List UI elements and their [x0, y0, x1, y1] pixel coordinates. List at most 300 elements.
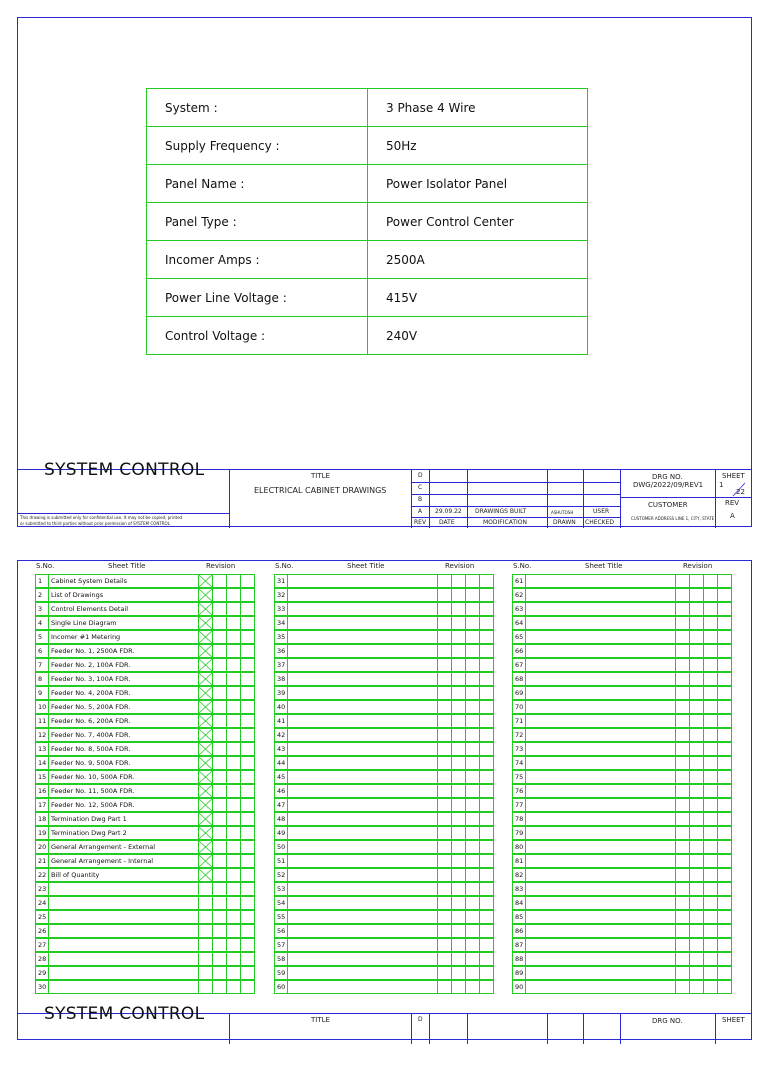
revision-cell	[240, 868, 255, 882]
revision-cell	[465, 616, 480, 630]
revision-cell	[717, 980, 732, 994]
rev-a-user: USER	[593, 508, 610, 515]
company-logo-text: SYSTEM CONTROL	[44, 460, 205, 480]
revision-cell	[675, 616, 690, 630]
sheet-title	[525, 630, 676, 644]
revision-cell	[240, 728, 255, 742]
row-number: 36	[274, 644, 288, 658]
revision-cell	[675, 840, 690, 854]
revision-cell	[703, 952, 718, 966]
row-number: 15	[35, 770, 49, 784]
revision-cell	[703, 728, 718, 742]
row-number: 17	[35, 798, 49, 812]
revision-cell	[198, 658, 213, 672]
revision-cell	[465, 840, 480, 854]
revision-cell	[451, 770, 466, 784]
sheet-title: List of Drawings	[48, 588, 199, 602]
revision-cell	[198, 798, 213, 812]
revision-cell	[451, 588, 466, 602]
revision-cell	[437, 616, 452, 630]
revision-cell	[226, 910, 241, 924]
revision-cell	[198, 896, 213, 910]
revision-cell	[465, 770, 480, 784]
spec-value: 2500A	[368, 241, 588, 279]
spec-row	[147, 165, 588, 203]
sheet-title: Feeder No. 5, 200A FDR.	[48, 700, 199, 714]
revision-cell	[675, 868, 690, 882]
row-number: 71	[512, 714, 526, 728]
revision-cell	[240, 798, 255, 812]
sheet-title	[525, 728, 676, 742]
revision-cell	[212, 588, 227, 602]
revision-cell	[212, 756, 227, 770]
row-number: 77	[512, 798, 526, 812]
revision-cell	[226, 700, 241, 714]
revision-cell	[703, 826, 718, 840]
revision-cell	[240, 756, 255, 770]
spec-row	[147, 127, 588, 165]
sheet-title: Feeder No. 7, 400A FDR.	[48, 728, 199, 742]
list-header-title: Sheet Title	[585, 562, 623, 570]
revision-cell	[451, 574, 466, 588]
rev-letter-a: A	[418, 508, 423, 515]
revision-cell	[451, 840, 466, 854]
revision-cell	[240, 630, 255, 644]
revision-cell	[226, 770, 241, 784]
revision-cross-icon	[199, 631, 212, 643]
revision-cell	[198, 756, 213, 770]
row-number: 59	[274, 966, 288, 980]
sheet-title	[525, 658, 676, 672]
row-number: 89	[512, 966, 526, 980]
spec-row	[147, 89, 588, 127]
spec-value: 240V	[368, 317, 588, 355]
row-number: 58	[274, 952, 288, 966]
row-number: 39	[274, 686, 288, 700]
revision-cell	[717, 854, 732, 868]
revision-cell	[437, 770, 452, 784]
revision-cross-icon	[199, 799, 212, 811]
row-number: 20	[35, 840, 49, 854]
sheet-title	[525, 714, 676, 728]
revision-cell	[479, 700, 494, 714]
revision-cell	[437, 742, 452, 756]
revision-cell	[240, 980, 255, 994]
row-number: 46	[274, 784, 288, 798]
sheet-title	[525, 924, 676, 938]
revision-cell	[703, 714, 718, 728]
revision-cross-icon	[199, 729, 212, 741]
sheet-title	[287, 770, 438, 784]
revision-cell	[240, 574, 255, 588]
revision-cell	[479, 728, 494, 742]
revision-cell	[198, 630, 213, 644]
revision-cell	[465, 644, 480, 658]
revision-cell	[451, 910, 466, 924]
list-header-sno: S.No.	[36, 562, 55, 570]
sheet-title	[287, 756, 438, 770]
revision-cell	[675, 756, 690, 770]
revision-cross-icon	[199, 785, 212, 797]
revision-cell	[717, 868, 732, 882]
revision-cross-icon	[199, 645, 212, 657]
col-date: DATE	[439, 519, 455, 526]
sheet-title	[287, 686, 438, 700]
revision-cell	[437, 938, 452, 952]
revision-cell	[675, 602, 690, 616]
revision-cell	[437, 980, 452, 994]
row-number: 35	[274, 630, 288, 644]
row-number: 65	[512, 630, 526, 644]
sheet-title: Cabinet System Details	[48, 574, 199, 588]
sheet-title	[48, 896, 199, 910]
revision-cell	[465, 952, 480, 966]
revision-cell	[437, 686, 452, 700]
sheet-title	[287, 868, 438, 882]
revision-cell	[703, 672, 718, 686]
revision-cell	[479, 826, 494, 840]
revision-cell	[717, 952, 732, 966]
spec-row	[147, 203, 588, 241]
revision-cell	[479, 770, 494, 784]
revision-cell	[451, 672, 466, 686]
sheet-number: 1	[719, 481, 724, 489]
rev-a-modification: DRAWINGS BUILT	[475, 508, 527, 515]
row-number: 69	[512, 686, 526, 700]
spec-value: Power Control Center	[368, 203, 588, 241]
list-header-title: Sheet Title	[347, 562, 385, 570]
revision-cell	[451, 952, 466, 966]
revision-cell	[703, 980, 718, 994]
revision-cell	[479, 588, 494, 602]
row-number: 43	[274, 742, 288, 756]
list-header-sno: S.No.	[275, 562, 294, 570]
revision-cell	[689, 770, 704, 784]
revision-cell	[451, 896, 466, 910]
revision-cell	[465, 910, 480, 924]
revision-cell	[437, 868, 452, 882]
revision-cell	[226, 602, 241, 616]
row-number: 61	[512, 574, 526, 588]
sheet-title	[287, 938, 438, 952]
revision-cell	[479, 784, 494, 798]
revision-cell	[717, 700, 732, 714]
revision-cell	[437, 924, 452, 938]
sheet-title	[287, 980, 438, 994]
spec-value: Power Isolator Panel	[368, 165, 588, 203]
revision-cell	[437, 784, 452, 798]
revision-cell	[717, 756, 732, 770]
row-number: 29	[35, 966, 49, 980]
revision-cell	[689, 714, 704, 728]
revision-cell	[703, 868, 718, 882]
sheet-title	[525, 980, 676, 994]
revision-cell	[240, 854, 255, 868]
row-number: 49	[274, 826, 288, 840]
sheet-title: Control Elements Detail	[48, 602, 199, 616]
revision-cell	[226, 924, 241, 938]
revision-cell	[689, 602, 704, 616]
spec-row	[147, 317, 588, 355]
revision-cross-icon	[199, 715, 212, 727]
revision-cell	[479, 952, 494, 966]
sheet-title: Feeder No. 10, 500A FDR.	[48, 770, 199, 784]
rev-letter-d: D	[418, 472, 423, 479]
row-number: 38	[274, 672, 288, 686]
revision-cell	[437, 882, 452, 896]
revision-cross-icon	[199, 757, 212, 769]
revision-cell	[465, 700, 480, 714]
sheet-title	[525, 644, 676, 658]
revision-cell	[212, 616, 227, 630]
revision-cell	[437, 588, 452, 602]
revision-cell	[240, 686, 255, 700]
sheet-title	[525, 798, 676, 812]
revision-cross-icon	[199, 743, 212, 755]
revision-cell	[465, 686, 480, 700]
revision-cell	[465, 798, 480, 812]
drg-no-label: DRG NO.	[652, 473, 683, 481]
revision-cell	[240, 826, 255, 840]
sheet-title: Feeder No. 2, 100A FDR.	[48, 658, 199, 672]
revision-cell	[479, 798, 494, 812]
revision-cell	[465, 938, 480, 952]
sheet-title	[525, 826, 676, 840]
revision-cell	[465, 588, 480, 602]
revision-cell	[479, 966, 494, 980]
revision-cell	[717, 742, 732, 756]
revision-cell	[479, 686, 494, 700]
sheet-title	[525, 840, 676, 854]
sheet-title	[48, 924, 199, 938]
revision-cell	[437, 714, 452, 728]
revision-cell	[226, 966, 241, 980]
spec-key: Power Line Voltage :	[147, 279, 368, 317]
revision-cell	[479, 910, 494, 924]
row-number: 56	[274, 924, 288, 938]
list-header-revision: Revision	[206, 562, 236, 570]
revision-cell	[465, 742, 480, 756]
row-number: 10	[35, 700, 49, 714]
revision-cell	[212, 798, 227, 812]
revision-cell	[226, 728, 241, 742]
spec-key: System :	[147, 89, 368, 127]
row-number: 41	[274, 714, 288, 728]
row-number: 84	[512, 896, 526, 910]
revision-cell	[675, 952, 690, 966]
revision-cell	[226, 784, 241, 798]
revision-cell	[479, 630, 494, 644]
sheet-title	[48, 910, 199, 924]
revision-cell	[479, 840, 494, 854]
sheet-title: Termination Dwg Part 1	[48, 812, 199, 826]
revision-cell	[479, 938, 494, 952]
sheet-title: Single Line Diagram	[48, 616, 199, 630]
revision-cell	[465, 728, 480, 742]
row-number: 13	[35, 742, 49, 756]
revision-cell	[479, 574, 494, 588]
revision-cell	[717, 588, 732, 602]
revision-cell	[675, 770, 690, 784]
revision-cell	[689, 658, 704, 672]
sheet-title: General Arrangement - External	[48, 840, 199, 854]
revision-cross-icon	[199, 603, 212, 615]
row-number: 5	[35, 630, 49, 644]
sheet-title: Feeder No. 12, 500A FDR.	[48, 798, 199, 812]
revision-cell	[675, 826, 690, 840]
row-number: 12	[35, 728, 49, 742]
revision-cell	[226, 686, 241, 700]
revision-cell	[479, 714, 494, 728]
rev-letter-c: C	[418, 484, 423, 491]
row-number: 34	[274, 616, 288, 630]
revision-cell	[226, 938, 241, 952]
revision-cell	[212, 882, 227, 896]
sheet-title	[525, 588, 676, 602]
revision-cell	[703, 910, 718, 924]
row-number: 18	[35, 812, 49, 826]
revision-cell	[212, 742, 227, 756]
revision-cell	[212, 770, 227, 784]
sheet-title	[287, 798, 438, 812]
revision-cell	[198, 728, 213, 742]
sheet-title	[287, 784, 438, 798]
revision-cell	[226, 714, 241, 728]
row-number: 57	[274, 938, 288, 952]
revision-cell	[717, 924, 732, 938]
revision-cell	[226, 840, 241, 854]
revision-cell	[437, 854, 452, 868]
revision-cell	[437, 574, 452, 588]
revision-cell	[675, 938, 690, 952]
sheet-title	[287, 728, 438, 742]
revision-cell	[198, 952, 213, 966]
row-number: 67	[512, 658, 526, 672]
revision-cell	[689, 798, 704, 812]
row-number: 42	[274, 728, 288, 742]
revision-cross-icon	[199, 771, 212, 783]
revision-cell	[479, 854, 494, 868]
row-number: 79	[512, 826, 526, 840]
revision-cell	[212, 854, 227, 868]
rev-label: REV	[725, 499, 740, 507]
revision-cell	[479, 602, 494, 616]
col-checked: CHECKED	[585, 519, 615, 526]
row-number: 14	[35, 756, 49, 770]
revision-cell	[212, 910, 227, 924]
revision-cell	[240, 882, 255, 896]
revision-cell	[703, 742, 718, 756]
revision-cell	[240, 714, 255, 728]
sheet-title	[287, 826, 438, 840]
revision-cross-icon	[199, 673, 212, 685]
revision-cell	[198, 742, 213, 756]
revision-cell	[465, 630, 480, 644]
revision-cell	[689, 910, 704, 924]
sheet-title	[525, 938, 676, 952]
sheet-title	[287, 812, 438, 826]
row-number: 45	[274, 770, 288, 784]
revision-cell	[226, 588, 241, 602]
row-number: 32	[274, 588, 288, 602]
row-number: 83	[512, 882, 526, 896]
revision-cell	[689, 672, 704, 686]
row-number: 31	[274, 574, 288, 588]
row-number: 6	[35, 644, 49, 658]
row-number: 78	[512, 812, 526, 826]
sheet-title	[287, 630, 438, 644]
revision-cell	[717, 882, 732, 896]
revision-cell	[689, 952, 704, 966]
revision-cell	[198, 910, 213, 924]
revision-cell	[212, 812, 227, 826]
revision-cell	[198, 854, 213, 868]
revision-cell	[198, 868, 213, 882]
sheet-title	[525, 868, 676, 882]
sheet-title: Feeder No. 3, 100A FDR.	[48, 672, 199, 686]
spec-key: Incomer Amps :	[147, 241, 368, 279]
row-number: 88	[512, 952, 526, 966]
revision-cell	[717, 644, 732, 658]
spec-value: 50Hz	[368, 127, 588, 165]
revision-cross-icon	[199, 813, 212, 825]
revision-cell	[465, 672, 480, 686]
revision-cell	[226, 658, 241, 672]
revision-cell	[240, 616, 255, 630]
row-number: 21	[35, 854, 49, 868]
revision-cell	[198, 574, 213, 588]
sheet-title	[48, 980, 199, 994]
revision-cell	[240, 812, 255, 826]
sheet-title	[287, 966, 438, 980]
sheet-title	[287, 854, 438, 868]
revision-cell	[479, 924, 494, 938]
revision-cell	[675, 896, 690, 910]
revision-cell	[675, 588, 690, 602]
revision-cell	[465, 602, 480, 616]
revision-cell	[198, 672, 213, 686]
revision-cell	[226, 952, 241, 966]
revision-cell	[198, 714, 213, 728]
row-number: 48	[274, 812, 288, 826]
revision-cell	[717, 910, 732, 924]
revision-cell	[689, 840, 704, 854]
revision-cell	[451, 686, 466, 700]
row-number: 85	[512, 910, 526, 924]
revision-cell	[198, 938, 213, 952]
revision-cell	[703, 602, 718, 616]
revision-cell	[212, 714, 227, 728]
revision-cross-icon	[199, 841, 212, 853]
row-number: 19	[35, 826, 49, 840]
revision-cell	[703, 798, 718, 812]
revision-cell	[212, 952, 227, 966]
col-drawn: DRAWN	[553, 519, 576, 526]
revision-cell	[675, 812, 690, 826]
title-block-2	[18, 1004, 751, 1072]
sheet-title	[525, 854, 676, 868]
sheet-title: Bill of Quantity	[48, 868, 199, 882]
revision-cell	[226, 574, 241, 588]
row-number: 87	[512, 938, 526, 952]
revision-cell	[675, 966, 690, 980]
revision-cell	[479, 882, 494, 896]
sheet-title	[525, 574, 676, 588]
row-number: 27	[35, 938, 49, 952]
revision-cell	[703, 574, 718, 588]
revision-cell	[465, 812, 480, 826]
revision-cell	[240, 644, 255, 658]
